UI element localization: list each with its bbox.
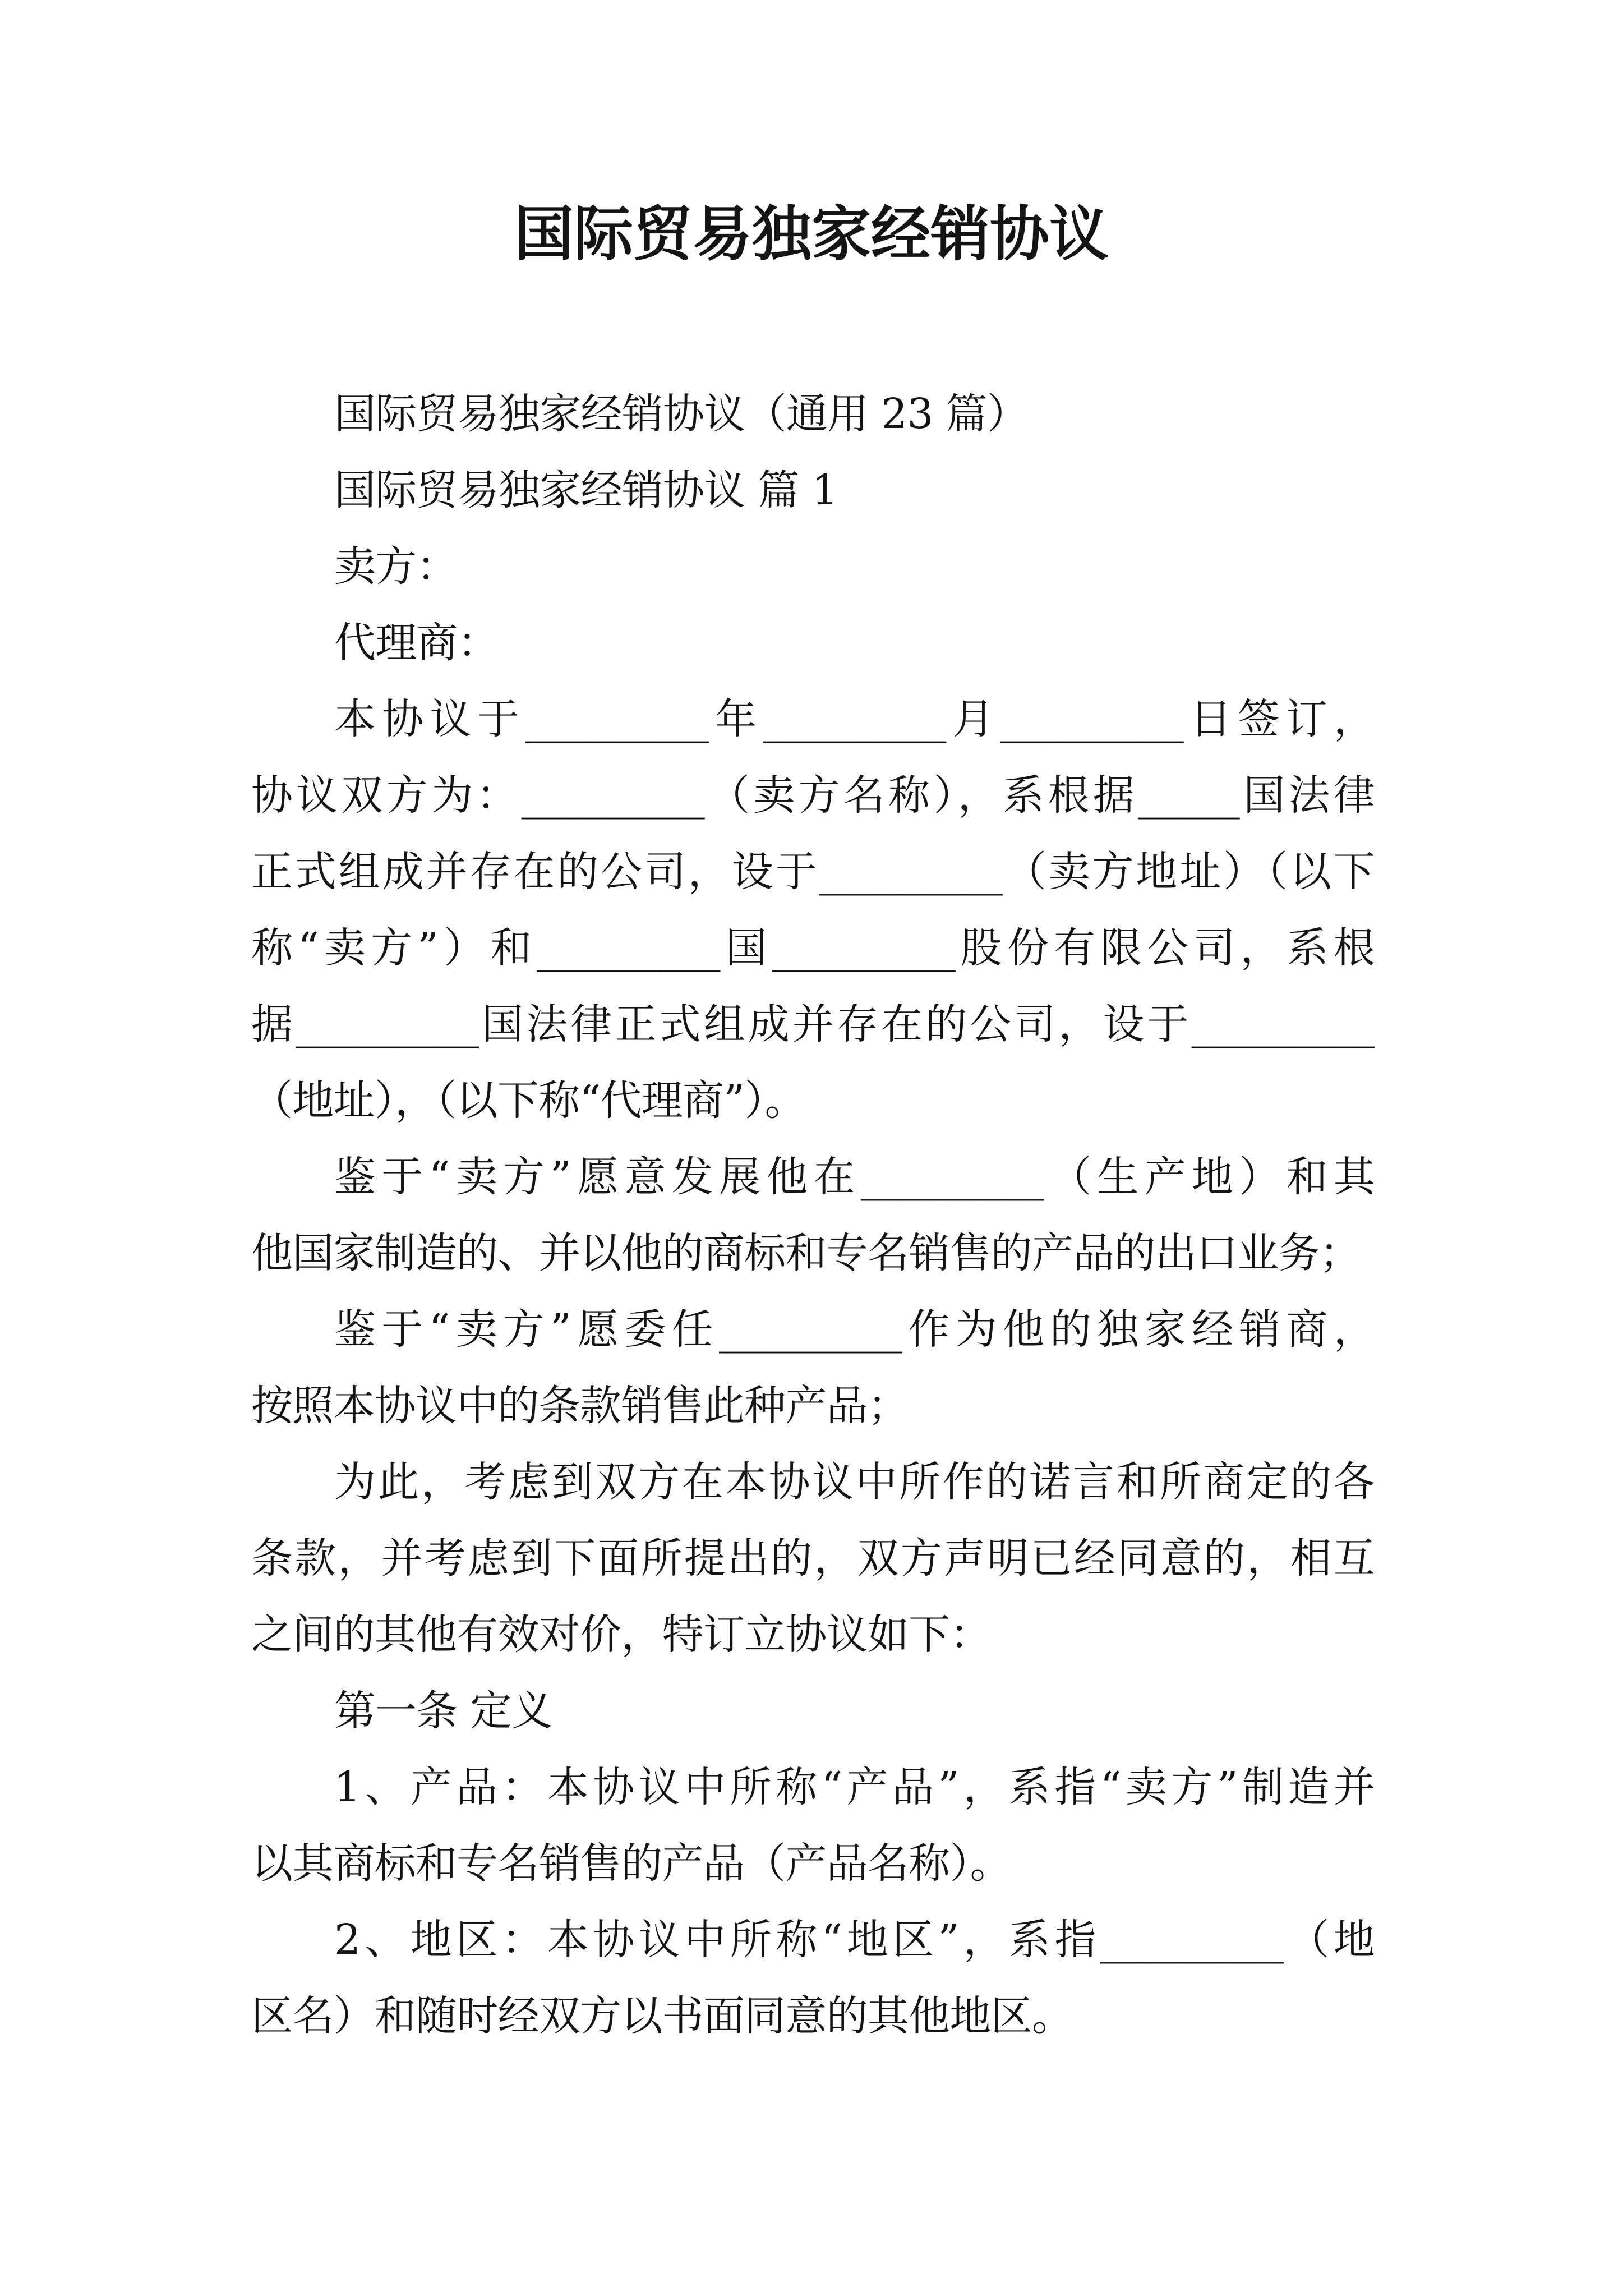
paragraph-definition-territory <box>251 1902 1375 2054</box>
text-line: （地址），（以下称“代理商”）。 <box>251 1076 806 1125</box>
text-line: 以其商标和专名销售的产品（产品名称）。 <box>251 1839 1011 1888</box>
text-line: 第一条 定义 <box>334 1687 553 1735</box>
text-line: 为此，考虑到双方在本协议中所作的诺言和所商定的各 <box>334 1458 1375 1506</box>
document-body <box>251 376 1375 2054</box>
text-line: 鉴于“卖方”愿意发展他在_________（生产地）和其 <box>334 1153 1375 1201</box>
paragraph-whereas-2 <box>251 1291 1375 1444</box>
text-line: 本协议于_________年_________月_________日签订， <box>334 695 1375 743</box>
text-line: 国际贸易独家经销协议（通用 23 篇） <box>334 390 1029 438</box>
text-line: 称“卖方”）和_________国_________股份有限公司，系根 <box>251 924 1375 972</box>
text-line: 国际贸易独家经销协议 篇 1 <box>334 466 838 514</box>
document-title: 国际贸易独家经销协议 <box>514 199 1109 269</box>
text-line: 代理商： <box>334 619 499 667</box>
text-line: 鉴于“卖方”愿委任_________作为他的独家经销商， <box>334 1305 1375 1354</box>
text-line: 据_________国法律正式组成并存在的公司，设于_________ <box>251 1000 1375 1048</box>
paragraph-parties <box>251 681 1375 1139</box>
paragraph-collection-title <box>251 376 1375 452</box>
paragraph-definition-product <box>251 1749 1375 1902</box>
text-line: 正式组成并存在的公司，设于_________（卖方地址）（以下 <box>251 848 1375 896</box>
paragraph-section-heading <box>251 452 1375 528</box>
text-line: 区名）和随时经双方以书面同意的其他地区。 <box>251 1992 1073 2040</box>
text-line: 他国家制造的、并以他的商标和专名销售的产品的出口业务； <box>251 1229 1361 1277</box>
text-line: 2、地区：本协议中所称“地区”，系指_________（地 <box>334 1916 1375 1964</box>
paragraph-seller <box>251 528 1375 605</box>
paragraph-article-heading <box>251 1673 1375 1749</box>
text-line: 协议双方为：_________（卖方名称），系根据_____国法律 <box>251 771 1375 820</box>
text-line: 之间的其他有效对价，特订立协议如下： <box>251 1611 991 1659</box>
paragraph-consideration <box>251 1444 1375 1673</box>
text-line: 条款，并考虑到下面所提出的，双方声明已经同意的，相互 <box>251 1534 1375 1582</box>
text-line: 卖方： <box>334 542 458 591</box>
paragraph-whereas-1 <box>251 1139 1375 1291</box>
text-line: 1、产品：本协议中所称“产品”，系指“卖方”制造并 <box>334 1763 1375 1811</box>
paragraph-agent <box>251 605 1375 681</box>
text-line: 按照本协议中的条款销售此种产品； <box>251 1382 909 1430</box>
